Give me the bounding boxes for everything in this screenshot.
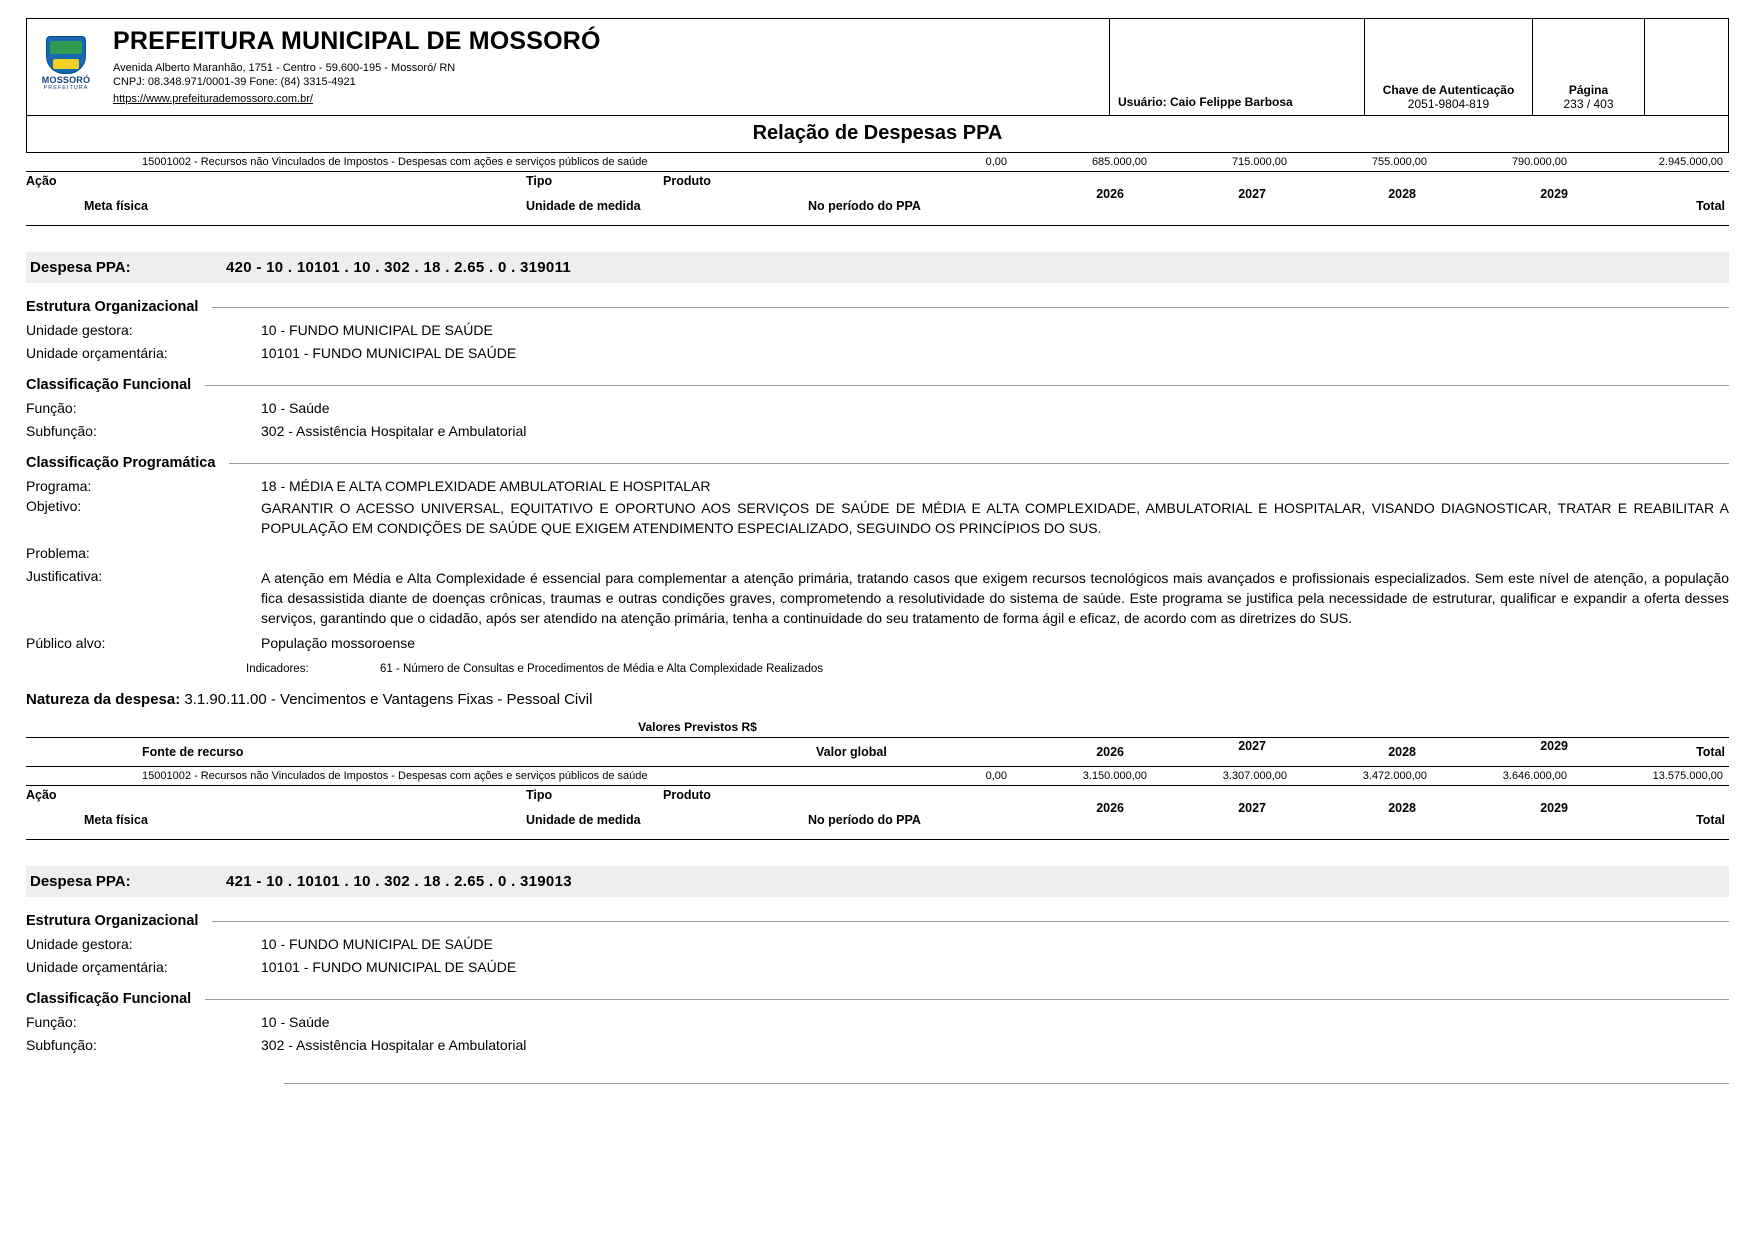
- col-2027: 2027: [1238, 187, 1266, 201]
- document-header: [26, 18, 1729, 116]
- city-crest-icon: [33, 36, 99, 98]
- despesa-ppa-value: 420 - 10 . 10101 . 10 . 302 . 18 . 2.65 . 0 . 319011: [226, 259, 572, 276]
- despesa-ppa-bar: [26, 866, 1729, 897]
- despesa-block: [26, 252, 1729, 840]
- fonte-column-header: [26, 737, 1729, 767]
- page-title: Relação de Despesas PPA: [26, 116, 1729, 153]
- col-unidade-medida: Unidade de medida: [526, 813, 641, 827]
- org-name: PREFEITURA MUNICIPAL DE MOSSORÓ: [113, 27, 601, 55]
- page-value: 233 / 403: [1563, 97, 1614, 111]
- col-2029: 2029: [1540, 187, 1568, 201]
- col-meta-fisica: Meta física: [84, 199, 148, 213]
- unidade-orcamentaria-row: [26, 959, 1729, 975]
- heading-rule: [229, 463, 1729, 464]
- org-website-link[interactable]: https://www.prefeiturademossoro.com.br/: [113, 93, 313, 105]
- justificativa-value: A atenção em Média e Alta Complexidade é essencial para complementar a atenção primária, tratando casos que exigem recursos tecnológicos mais avançados e profissionais especializados. Sem este nível de atenção, a população fica desassistida diante de doenças crônicas, traumas e outras condições graves, comprometendo a resolutividade do sistema de saúde. Este programa se justifica pela necessidade de estruturar, qualificar e expandir a oferta desses serviços, garantindo que o cidadão, após ser atendido na atenção primária, tenha a continuidade do seu tratamento de forma ágil e eficaz, de acordo com as diretrizes do SUS.: [261, 570, 1729, 626]
- fonte-total: 2.945.000,00: [1658, 156, 1723, 168]
- unidade-orcamentaria-label: Unidade orçamentária:: [26, 959, 168, 975]
- fonte-2026: 3.150.000,00: [1082, 770, 1147, 782]
- col-acao: Ação: [26, 788, 57, 802]
- unidade-gestora-label: Unidade gestora:: [26, 322, 133, 338]
- classificacao-funcional-section: [26, 991, 1729, 1053]
- programa-row: [26, 478, 1729, 494]
- estrutura-organizacional-section: [26, 299, 1729, 361]
- section-heading: [26, 913, 1729, 929]
- despesa-ppa-label: Despesa PPA:: [30, 259, 131, 276]
- problema-row: [26, 545, 1729, 561]
- shield-icon: [46, 36, 86, 74]
- fonte-2028: 3.472.000,00: [1362, 770, 1427, 782]
- col-periodo-ppa: No período do PPA: [808, 813, 921, 827]
- funcao-row: [26, 1014, 1729, 1030]
- section-heading: [26, 991, 1729, 1007]
- fonte-2029: 790.000,00: [1511, 156, 1567, 168]
- heading-rule: [205, 999, 1729, 1000]
- subfuncao-label: Subfunção:: [26, 423, 97, 439]
- section-divider: [284, 1083, 1729, 1084]
- col-acao: Ação: [26, 174, 57, 188]
- natureza-despesa-value: 3.1.90.11.00 - Vencimentos e Vantagens Fixas - Pessoal Civil: [184, 691, 593, 708]
- objetivo-value: GARANTIR O ACESSO UNIVERSAL, EQUITATIVO E OPORTUNO AOS SERVIÇOS DE SAÚDE DE MÉDIA E ALTA COMPLEXIDADE, AMBULATORIAL E HOSPITALAR, VISANDO DIAGNOSTICAR, TRATAR E REABILITAR A POPULAÇÃO EM CONDIÇÕES DE SAÚDE QUE EXIGEM ATENDIMENTO ESPECIALIZADO, SEGUINDO OS PRINCÍPIOS DO SUS.: [261, 500, 1729, 536]
- publico-alvo-label: Público alvo:: [26, 635, 106, 651]
- col-unidade-medida: Unidade de medida: [526, 199, 641, 213]
- unidade-orcamentaria-value: 10101 - FUNDO MUNICIPAL DE SAÚDE: [261, 345, 517, 361]
- estrutura-title: Estrutura Organizacional: [26, 299, 199, 315]
- fonte-2028: 755.000,00: [1371, 156, 1427, 168]
- unidade-gestora-value: 10 - FUNDO MUNICIPAL DE SAÚDE: [261, 322, 493, 338]
- col-2027: 2027: [1238, 801, 1266, 815]
- natureza-despesa-label: Natureza da despesa:: [26, 691, 181, 708]
- org-cnpj: CNPJ: 08.348.971/0001-39 Fone: (84) 3315-4921: [113, 76, 356, 88]
- despesa-block: [26, 866, 1729, 1084]
- col-tipo: Tipo: [526, 174, 553, 188]
- org-info: [105, 19, 1109, 115]
- publico-alvo-value: População mossoroense: [261, 635, 416, 651]
- subfuncao-row: [26, 1037, 1729, 1053]
- section-heading: [26, 377, 1729, 393]
- logo-text: MOSSORÓ: [41, 75, 91, 85]
- unidade-gestora-label: Unidade gestora:: [26, 936, 133, 952]
- org-address: Avenida Alberto Maranhão, 1751 - Centro - 59.600-195 - Mossoró/ RN: [113, 62, 456, 74]
- programatica-title: Classificação Programática: [26, 455, 216, 471]
- table-row: [26, 153, 1729, 172]
- fonte-2027: 715.000,00: [1231, 156, 1287, 168]
- heading-rule: [212, 921, 1729, 922]
- col-total: Total: [1696, 199, 1725, 213]
- indicadores-label: Indicadores:: [246, 663, 309, 675]
- funcional-title: Classificação Funcional: [26, 377, 192, 393]
- programa-value: 18 - MÉDIA E ALTA COMPLEXIDADE AMBULATORIAL E HOSPITALAR: [261, 478, 711, 494]
- indicadores-row: [26, 663, 1729, 675]
- fonte-valor-global: 0,00: [985, 770, 1007, 782]
- col-2026: 2026: [1096, 801, 1124, 815]
- col-produto: Produto: [663, 174, 711, 188]
- col-periodo-ppa: No período do PPA: [808, 199, 921, 213]
- col-valor-global: Valor global: [816, 745, 887, 759]
- funcao-label: Função:: [26, 400, 77, 416]
- page-label: Página: [1568, 83, 1609, 97]
- col-2026: 2026: [1096, 745, 1124, 759]
- funcional-title: Classificação Funcional: [26, 991, 192, 1007]
- subfuncao-row: [26, 423, 1729, 439]
- col-total: Total: [1696, 745, 1725, 759]
- header-spacer: [1644, 19, 1728, 115]
- natureza-despesa-row: [26, 691, 1729, 708]
- unidade-orcamentaria-label: Unidade orçamentária:: [26, 345, 168, 361]
- section-heading: [26, 455, 1729, 471]
- col-2028: 2028: [1388, 187, 1416, 201]
- problema-value: [261, 545, 1729, 561]
- justificativa-row: [26, 568, 1729, 628]
- indicadores-value: 61 - Número de Consultas e Procedimentos de Média e Alta Complexidade Realizados: [380, 663, 823, 675]
- fonte-description: 15001002 - Recursos não Vinculados de Impostos - Despesas com ações e serviços públicos de saúde: [142, 156, 648, 168]
- unidade-gestora-value: 10 - FUNDO MUNICIPAL DE SAÚDE: [261, 936, 493, 952]
- despesa-ppa-label: Despesa PPA:: [30, 873, 131, 890]
- logo-cell: [27, 19, 105, 115]
- unidade-orcamentaria-row: [26, 345, 1729, 361]
- logo-subtext: PREFEITURA: [43, 85, 89, 91]
- acao-column-header: [26, 786, 1729, 840]
- heading-rule: [212, 307, 1729, 308]
- col-produto: Produto: [663, 788, 711, 802]
- auth-key-value: 2051-9804-819: [1407, 97, 1490, 111]
- col-tipo: Tipo: [526, 788, 553, 802]
- col-2026: 2026: [1096, 187, 1124, 201]
- unidade-gestora-row: [26, 322, 1729, 338]
- fonte-2027: 3.307.000,00: [1222, 770, 1287, 782]
- justificativa-label: Justificativa:: [26, 568, 103, 584]
- problema-label: Problema:: [26, 545, 90, 561]
- col-2029: 2029: [1540, 801, 1568, 815]
- fonte-total: 13.575.000,00: [1652, 770, 1723, 782]
- unidade-gestora-row: [26, 936, 1729, 952]
- funcao-value: 10 - Saúde: [261, 1014, 330, 1030]
- subfuncao-value: 302 - Assistência Hospitalar e Ambulatorial: [261, 423, 527, 439]
- funcao-value: 10 - Saúde: [261, 400, 330, 416]
- funcao-label: Função:: [26, 1014, 77, 1030]
- auth-key: [1364, 19, 1532, 115]
- auth-key-label: Chave de Autenticação: [1382, 83, 1515, 97]
- acao-column-header: [26, 172, 1729, 226]
- heading-rule: [205, 385, 1729, 386]
- objetivo-label: Objetivo:: [26, 498, 82, 514]
- col-fonte-recurso: Fonte de recurso: [142, 745, 244, 759]
- section-heading: [26, 299, 1729, 315]
- publico-alvo-row: [26, 635, 1729, 651]
- classificacao-funcional-section: [26, 377, 1729, 439]
- despesa-ppa-bar: [26, 252, 1729, 283]
- col-2028: 2028: [1388, 801, 1416, 815]
- page-number: [1532, 19, 1644, 115]
- programa-label: Programa:: [26, 478, 92, 494]
- funcao-row: [26, 400, 1729, 416]
- fonte-description: 15001002 - Recursos não Vinculados de Impostos - Despesas com ações e serviços públicos de saúde: [142, 770, 648, 782]
- estrutura-title: Estrutura Organizacional: [26, 913, 199, 929]
- table-row: [26, 767, 1729, 786]
- col-2029: 2029: [1540, 739, 1568, 753]
- fonte-2026: 685.000,00: [1091, 156, 1147, 168]
- estrutura-organizacional-section: [26, 913, 1729, 975]
- fonte-2029: 3.646.000,00: [1502, 770, 1567, 782]
- despesa-ppa-value: 421 - 10 . 10101 . 10 . 302 . 18 . 2.65 . 0 . 319013: [226, 873, 572, 890]
- col-meta-fisica: Meta física: [84, 813, 148, 827]
- fonte-valor-global: 0,00: [985, 156, 1007, 168]
- unidade-orcamentaria-value: 10101 - FUNDO MUNICIPAL DE SAÚDE: [261, 959, 517, 975]
- col-total: Total: [1696, 813, 1725, 827]
- valores-previstos-label: Valores Previstos R$: [638, 720, 757, 734]
- col-2028: 2028: [1388, 745, 1416, 759]
- user-info: Usuário: Caio Felippe Barbosa: [1109, 19, 1364, 115]
- col-2027: 2027: [1238, 739, 1266, 753]
- classificacao-programatica-section: [26, 455, 1729, 675]
- subfuncao-value: 302 - Assistência Hospitalar e Ambulatorial: [261, 1037, 527, 1053]
- subfuncao-label: Subfunção:: [26, 1037, 97, 1053]
- objetivo-row: [26, 498, 1729, 538]
